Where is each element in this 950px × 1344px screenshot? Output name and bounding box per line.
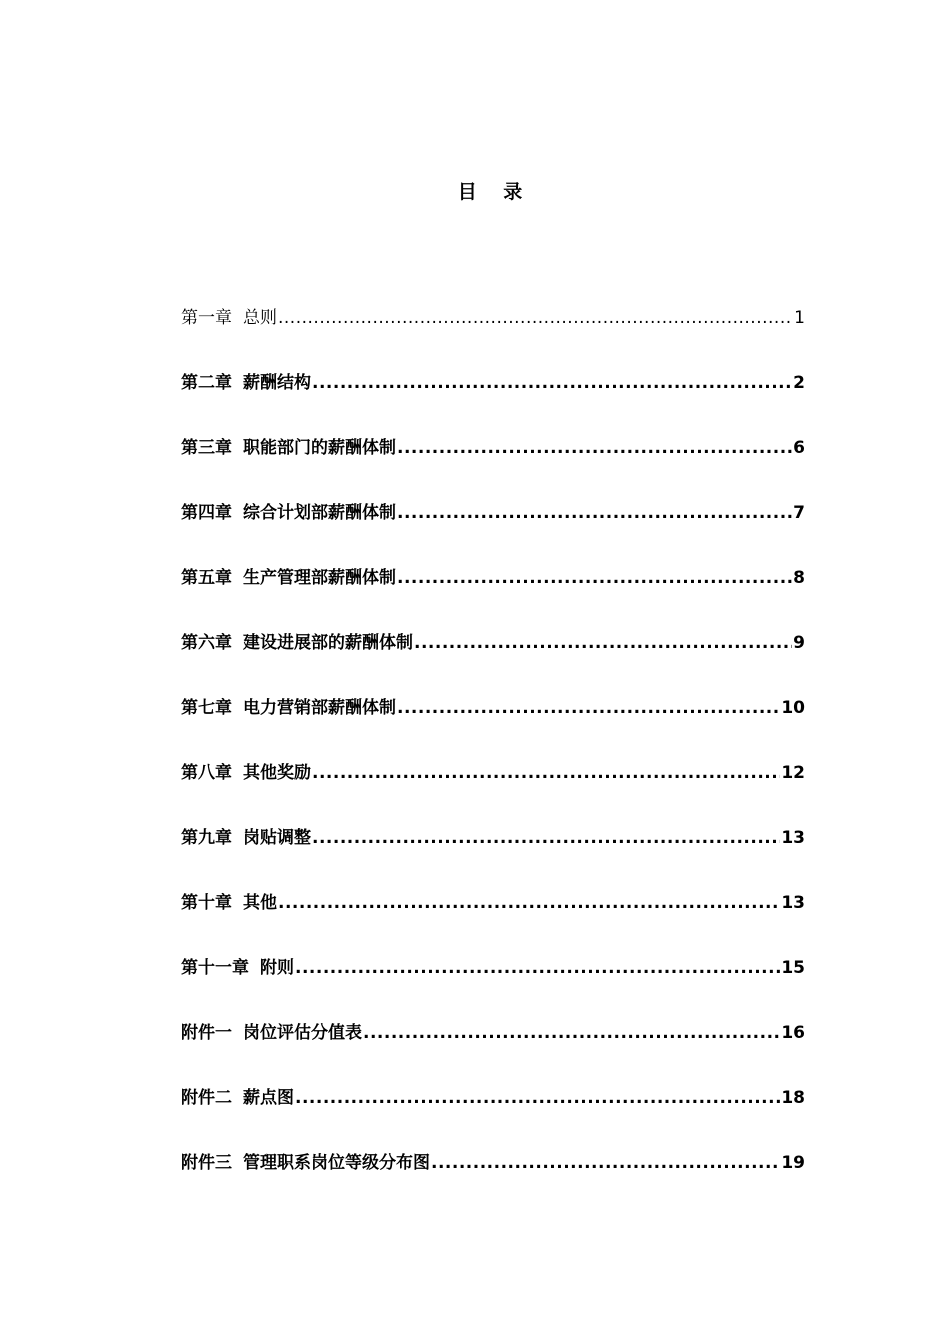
toc-entry-number: 第七章 [181, 698, 232, 718]
toc-dot-leader [431, 1148, 780, 1178]
toc-dot-leader [295, 1083, 780, 1113]
toc-entry-number: 第二章 [181, 373, 232, 393]
toc-entry[interactable] [181, 823, 805, 888]
toc-entry-number: 第九章 [181, 828, 232, 848]
toc-dot-leader [414, 628, 792, 658]
toc-list [181, 303, 805, 1213]
toc-entry-page: 1 [794, 308, 805, 328]
toc-entry-page: 13 [781, 828, 805, 848]
toc-entry-number: 附件二 [181, 1088, 232, 1108]
toc-entry-page: 7 [793, 503, 805, 523]
toc-entry-number: 第十章 [181, 893, 232, 913]
toc-dot-leader [397, 563, 792, 593]
toc-entry-number: 第三章 [181, 438, 232, 458]
toc-entry-page: 6 [793, 438, 805, 458]
toc-entry-page: 2 [793, 373, 805, 393]
toc-dot-leader [312, 758, 780, 788]
toc-entry-text: 职能部门的薪酬体制 [243, 438, 396, 458]
toc-entry[interactable] [181, 563, 805, 628]
toc-entry[interactable] [181, 1083, 805, 1148]
toc-entry[interactable] [181, 758, 805, 823]
toc-entry[interactable] [181, 498, 805, 563]
toc-entry-text: 薪酬结构 [243, 373, 311, 393]
toc-entry-page: 8 [793, 568, 805, 588]
toc-entry-page: 10 [781, 698, 805, 718]
toc-dot-leader [295, 953, 780, 983]
toc-dot-leader [397, 498, 792, 528]
toc-entry-text: 总则 [243, 308, 277, 328]
toc-entry[interactable] [181, 628, 805, 693]
toc-entry-text: 其他奖励 [243, 763, 311, 783]
toc-entry-page: 13 [781, 893, 805, 913]
toc-entry-text: 附则 [260, 958, 294, 978]
toc-dot-leader [278, 888, 780, 918]
toc-entry-text: 岗位评估分值表 [243, 1023, 362, 1043]
toc-entry-text: 建设进展部的薪酬体制 [243, 633, 413, 653]
toc-entry[interactable] [181, 368, 805, 433]
toc-entry-text: 管理职系岗位等级分布图 [243, 1153, 430, 1173]
toc-entry-number: 第八章 [181, 763, 232, 783]
toc-entry-text: 薪点图 [243, 1088, 294, 1108]
toc-entry-number: 第五章 [181, 568, 232, 588]
toc-entry-number: 第十一章 [181, 958, 249, 978]
toc-dot-leader [278, 303, 793, 333]
toc-entry-page: 9 [793, 633, 805, 653]
toc-entry-page: 18 [781, 1088, 805, 1108]
toc-entry-page: 15 [781, 958, 805, 978]
toc-entry-page: 19 [781, 1153, 805, 1173]
toc-dot-leader [312, 823, 780, 853]
toc-entry[interactable] [181, 693, 805, 758]
toc-dot-leader [363, 1018, 780, 1048]
toc-entry-number: 附件一 [181, 1023, 232, 1043]
toc-entry-text: 岗贴调整 [243, 828, 311, 848]
toc-entry[interactable] [181, 1148, 805, 1213]
toc-entry-number: 附件三 [181, 1153, 232, 1173]
toc-entry-number: 第一章 [181, 308, 232, 328]
toc-entry-page: 16 [781, 1023, 805, 1043]
toc-entry[interactable] [181, 433, 805, 498]
toc-entry[interactable] [181, 888, 805, 953]
toc-entry-text: 生产管理部薪酬体制 [243, 568, 396, 588]
toc-entry-page: 12 [781, 763, 805, 783]
toc-entry[interactable] [181, 1018, 805, 1083]
toc-entry-number: 第四章 [181, 503, 232, 523]
toc-entry-number: 第六章 [181, 633, 232, 653]
toc-dot-leader [312, 368, 792, 398]
toc-entry-text: 综合计划部薪酬体制 [243, 503, 396, 523]
toc-title: 目 录 [457, 181, 533, 203]
toc-dot-leader [397, 433, 792, 463]
toc-entry[interactable] [181, 303, 805, 368]
toc-entry[interactable] [181, 953, 805, 1018]
toc-entry-text: 电力营销部薪酬体制 [243, 698, 396, 718]
toc-dot-leader [397, 693, 780, 723]
toc-entry-text: 其他 [243, 893, 277, 913]
